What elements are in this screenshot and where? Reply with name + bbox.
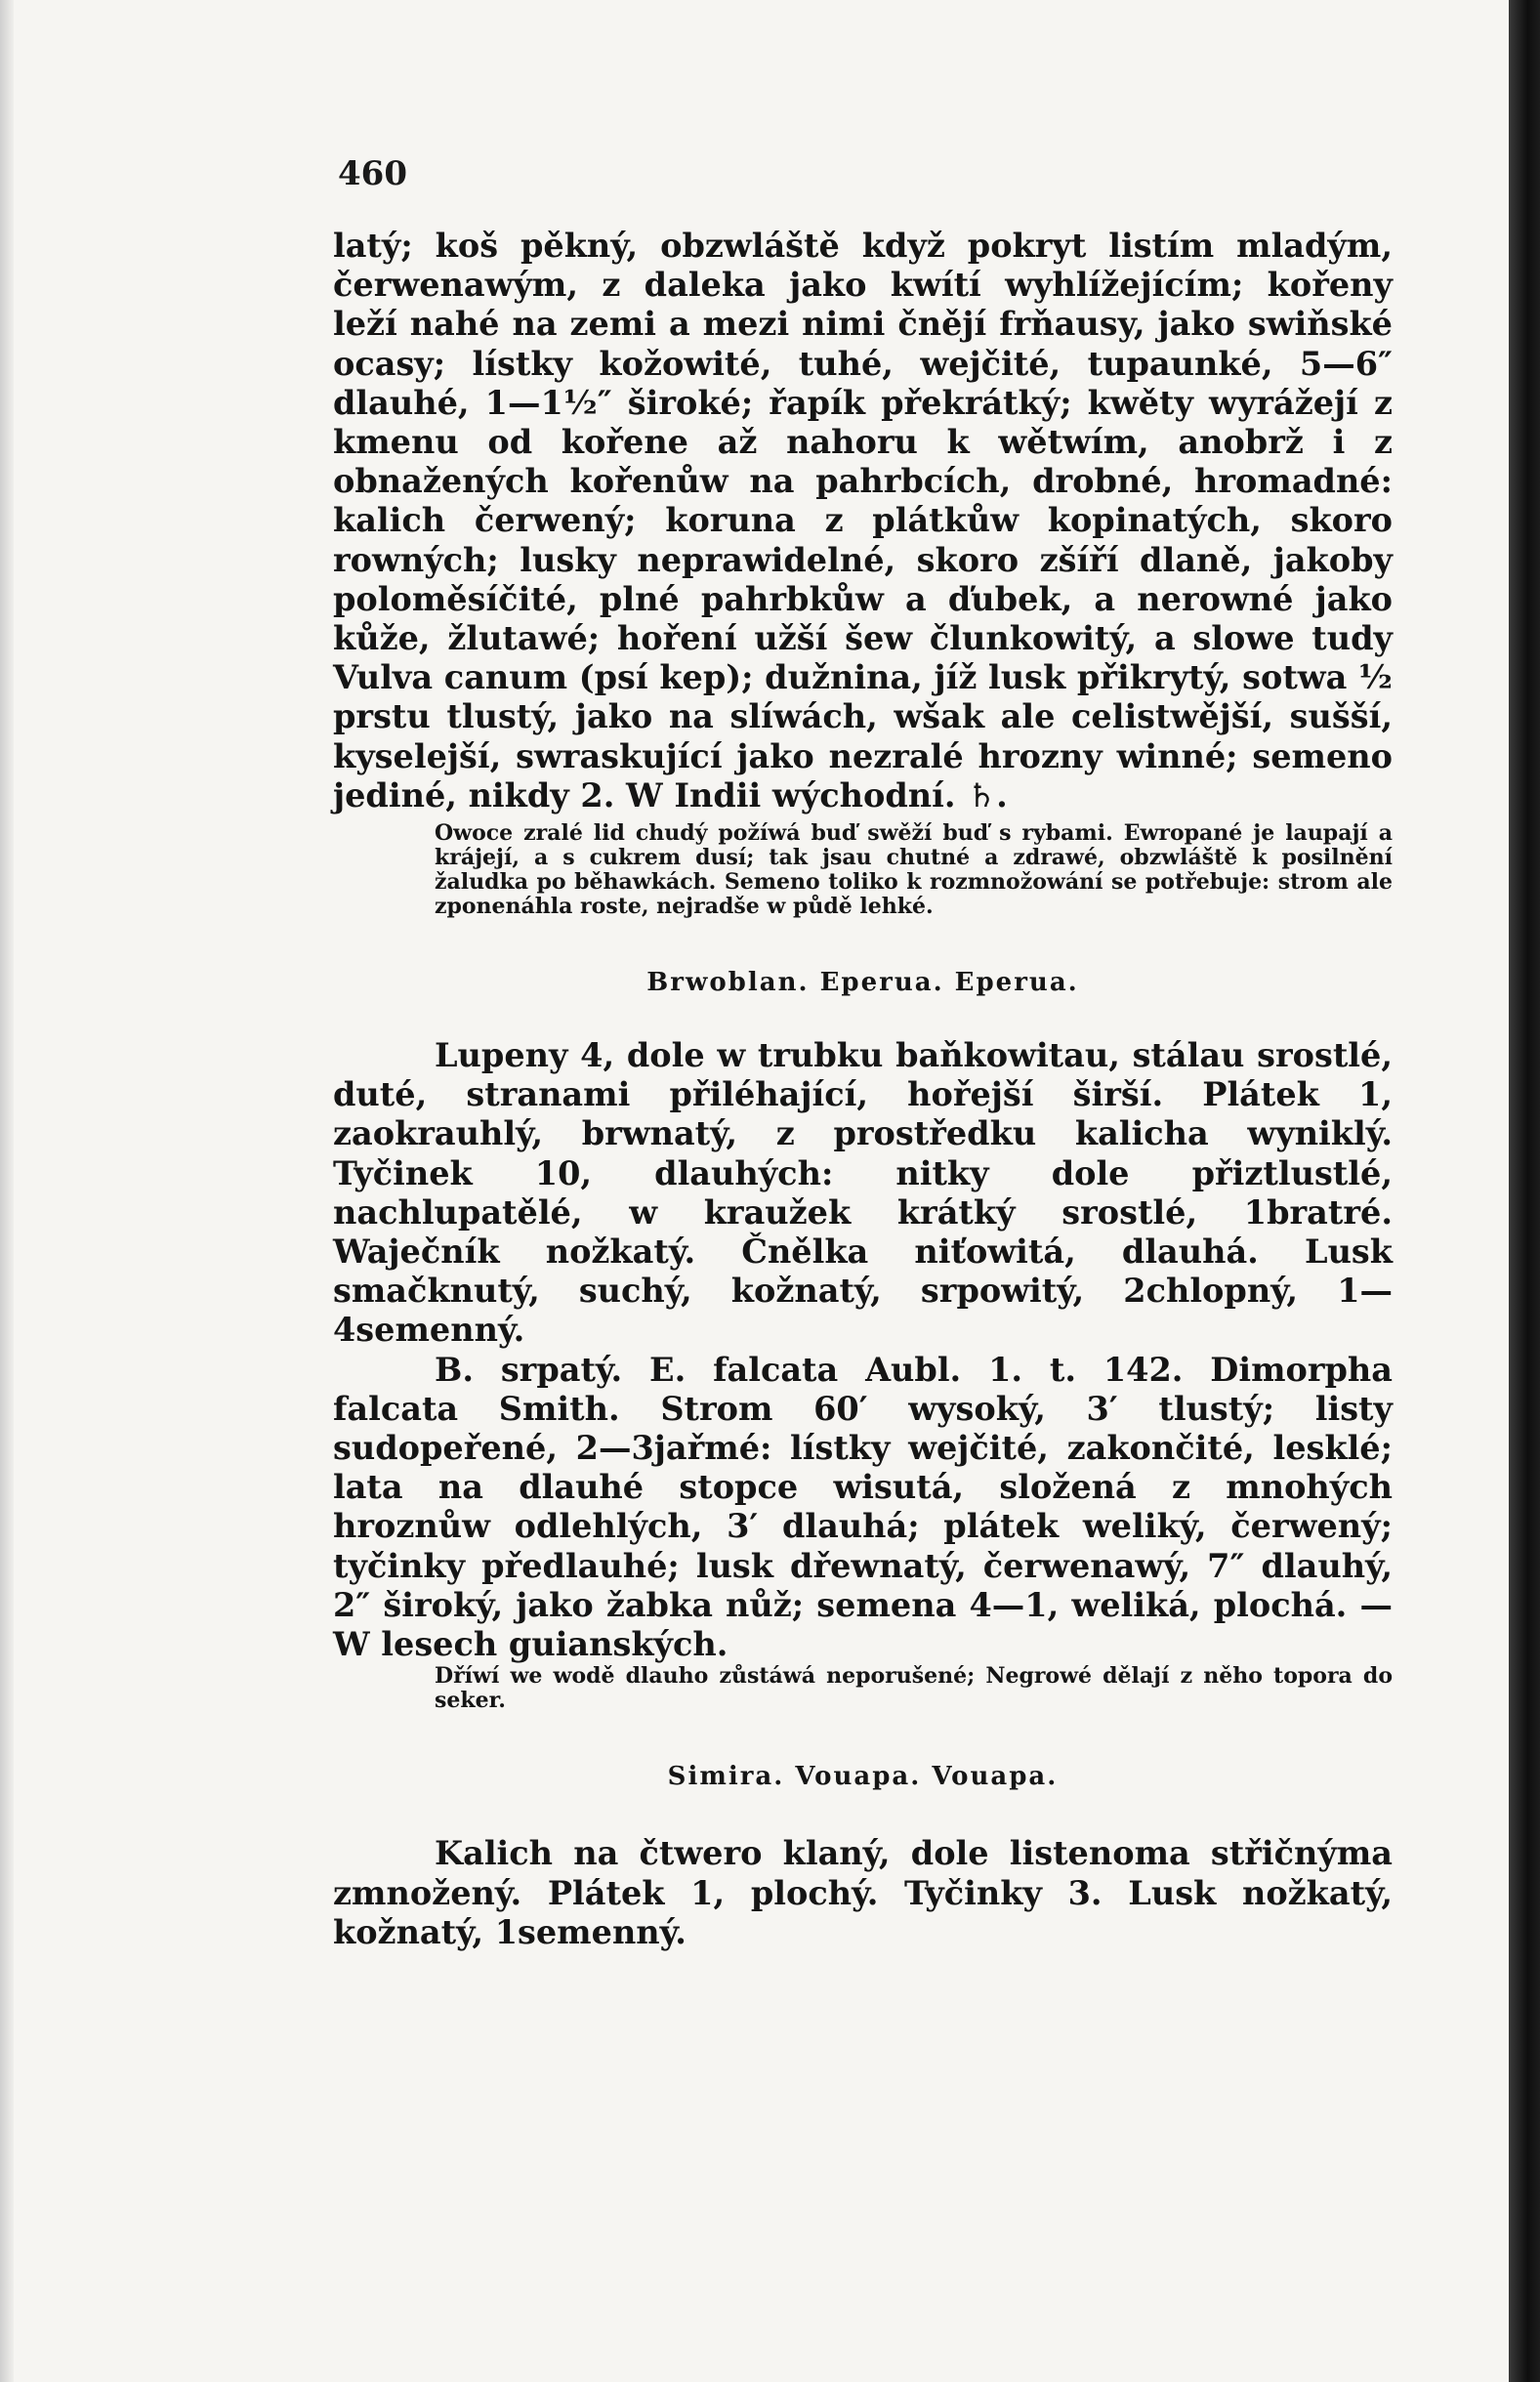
paragraph-vouapa-genus: Kalich na čtwero klaný, dole listenoma střičnýma zmnožený. Plátek 1, plochý. Tyčinky 3. Lusk nožkatý, kožnatý, 1semenný. <box>333 1834 1393 1951</box>
page-number: 460 <box>338 154 407 193</box>
page-body <box>333 227 1393 1952</box>
note-fruit-usage: Owoce zralé lid chudý požíwá buď swěží buď s rybami. Ewropané je laupají a krájejí, a s cukrem dusí; tak jsau chutné a zdrawé, obzwláště k posilnění žaludka po běhawkách. Semeno toliko k rozmnožowání se potřebuje: strom ale zponenáhla roste, nejradše w půdě lehké. <box>435 820 1393 920</box>
paragraph-eperua-falcata: B. srpatý. E. falcata Aubl. 1. t. 142. Dimorpha falcata Smith. Strom 60′ wysoký, 3′ tlustý; listy sudopeřené, 2—3jařmé: lístky wejčité, zakončité, lesklé; lata na dlauhé stopce wisutá, složená z mnohých hroznůw odlehlých, 3′ dlauhá; plátek weliký, čerwený; tyčinky předlauhé; lusk dřewnatý, čerwenawý, 7″ dlauhý, 2″ široký, jako žabka nůž; semena 4—1, weliká, plochá. — W lesech guianských. <box>333 1350 1393 1664</box>
page-left-edge <box>0 0 14 2382</box>
paragraph-eperua-genus: Lupeny 4, dole w trubku baňkowitau, stálau srostlé, duté, stranami přiléhající, hořejší širší. Plátek 1, zaokrauhlý, brwnatý, z prostředku kalicha wyniklý. Tyčinek 10, dlauhých: nitky dole přiztlustlé, nachlupatělé, w kraužek krátký srostlé, 1bratré. Waječník nožkatý. Čnělka niťowitá, dlauhá. Lusk smačknutý, suchý, kožnatý, srpowitý, 2chlopný, 1—4semenný. <box>333 1036 1393 1350</box>
paragraph-intro: latý; koš pěkný, obzwláště když pokryt listím mladým, čerwenawým, z daleka jako kwítí wyhlížejícím; kořeny leží nahé na zemi a mezi nimi čnějí frňausy, jako swiňské ocasy; lístky kožowité, tuhé, wejčité, tupaunké, 5—6″ dlauhé, 1—1½″ široké; řapík překrátký; kwěty wyrážejí z kmenu od kořene až nahoru k wětwím, anobrž i z obnažených kořenůw na pahrbcích, drobné, hromadné: kalich čerwený; koruna z plátkůw kopinatých, skoro rowných; lusky neprawidelné, skoro zšíří dlaně, jakoby poloměsíčité, plné pahrbkůw a ďubek, a nerowné jako kůže, žlutawé; hoření užší šew člunkowitý, a slowe tudy Vulva canum (psí kep); dužnina, jíž lusk přikrytý, sotwa ½ prstu tlustý, jako na slíwách, wšak ale celistwější, sušší, kyselejší, swraskující jako nezralé hrozny winné; semeno jediné, nikdy 2. W Indii wýchodní. ♄. <box>333 227 1393 815</box>
book-binding-edge <box>1509 0 1540 2382</box>
section-heading-eperua: Brwoblan. Eperua. Eperua. <box>646 968 1079 998</box>
note-wood-usage: Dříwí we wodě dlauho zůstáwá neporušené; Negrowé dělají z něho topora do seker. <box>435 1663 1393 1714</box>
section-heading-vouapa: Simira. Vouapa. Vouapa. <box>667 1762 1059 1792</box>
